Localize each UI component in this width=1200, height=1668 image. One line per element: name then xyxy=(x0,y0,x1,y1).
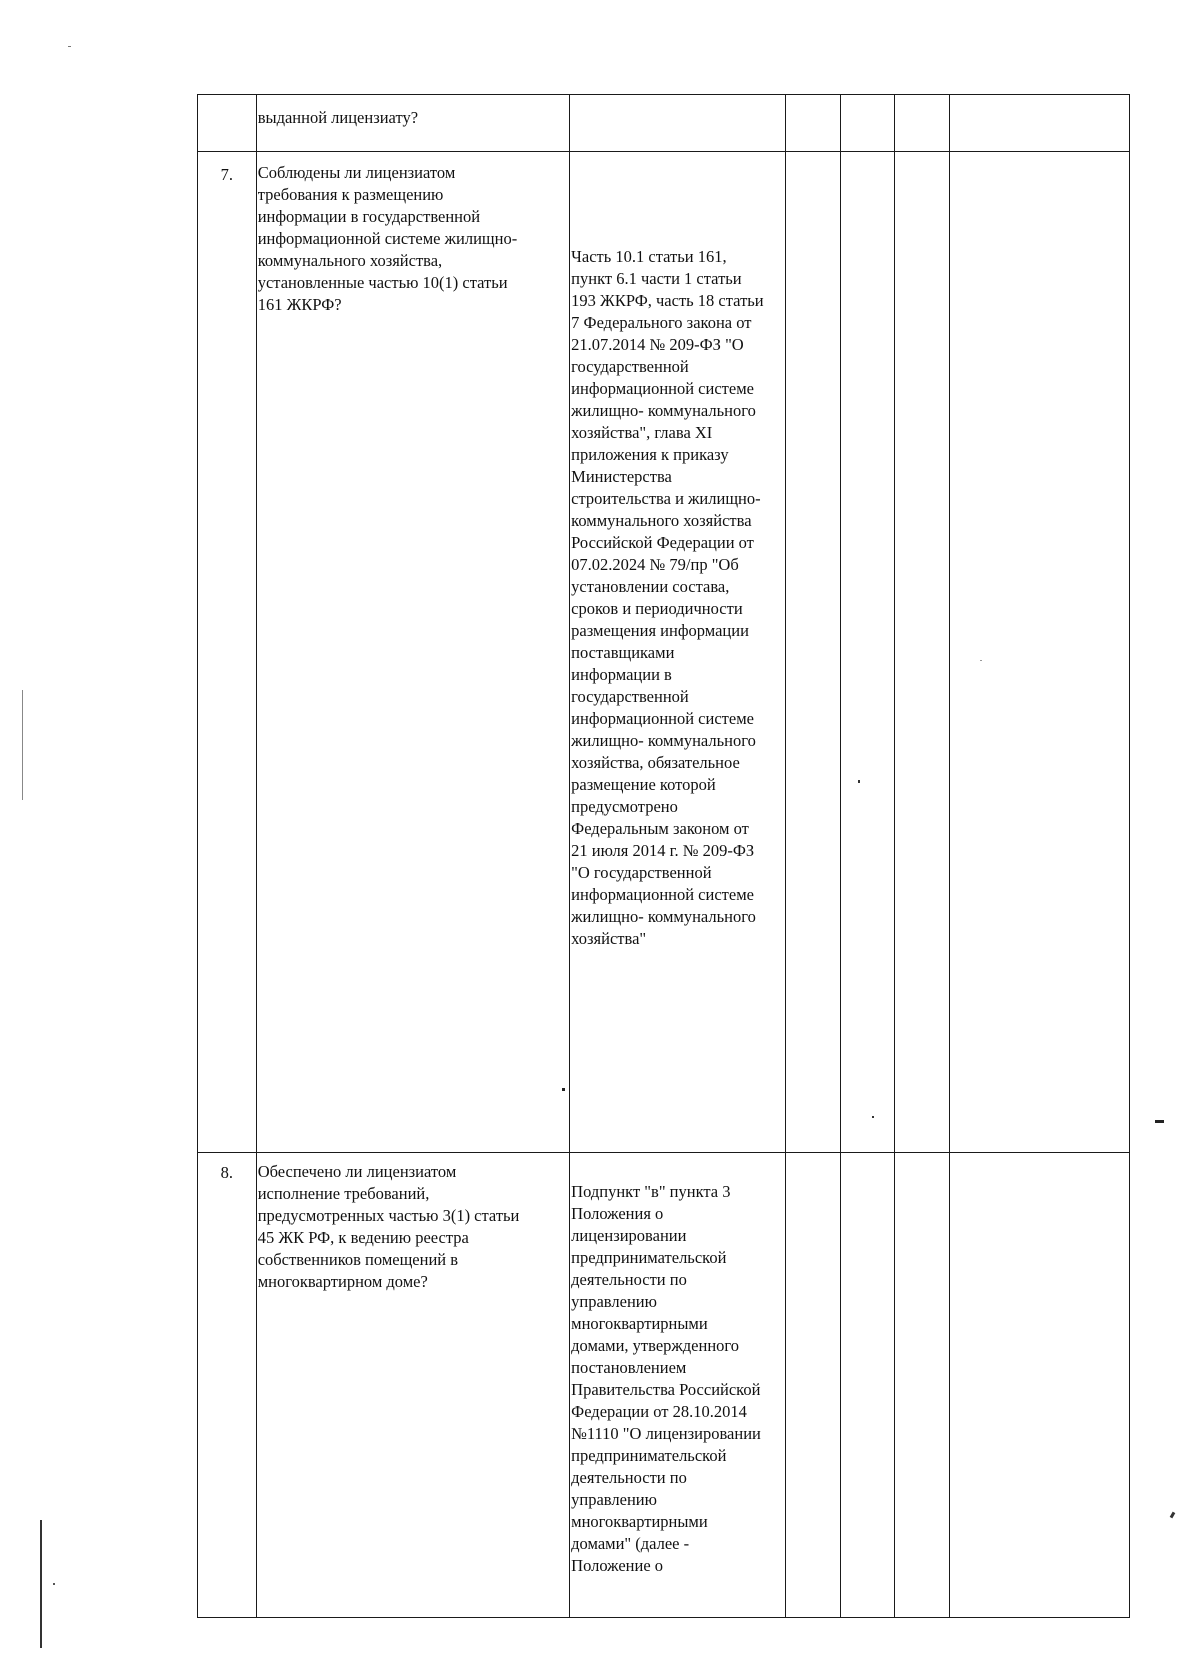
scan-artifact xyxy=(22,690,23,800)
answer-yes-cell xyxy=(786,95,841,152)
question-text: выданной лицензиату? xyxy=(257,108,419,127)
scan-artifact xyxy=(980,660,982,661)
answer-yes-cell xyxy=(786,1153,841,1618)
scan-artifact xyxy=(1170,1512,1176,1519)
reference-text: Часть 10.1 статьи 161, пункт 6.1 части 1 статьи 193 ЖКРФ, часть 18 статьи 7 Федерального закона от 21.07.2014 № 209-ФЗ "О государственной информационной системе жилищно- коммунального хозяйства", глава XI приложения к приказу Министерства строительства и жилищно- коммунального хозяйства Российской Федерации от 07.02.2024 № 79/пр "Об установлении состава, сроков и периодичности размещения информации поставщиками информации в государственной информационной системе жилищно- коммунального хозяйства, обязательное размещение которой предусмотрено Федеральным законом от 21 июля 2014 г. № 209-ФЗ "О государственной информационной системе жилищно- коммунального хозяйства" xyxy=(571,247,764,948)
question-text: Соблюдены ли лицензиатом требования к размещению информации в государственной информационной системе жилищно- коммунального хозяйства, установленные частью 10(1) статьи 161 ЖКРФ? xyxy=(257,163,518,314)
question-text: Обеспечено ли лицензиатом исполнение требований, предусмотренных частью 3(1) статьи 45 ЖК РФ, к ведению реестра собственников помещений в многоквартирном доме? xyxy=(257,1162,520,1291)
scan-artifact xyxy=(562,1088,565,1091)
notes-cell xyxy=(949,95,1129,152)
scan-artifact xyxy=(68,46,71,47)
row-number: 7. xyxy=(198,152,257,1153)
question-cell xyxy=(256,1153,569,1618)
answer-yes-cell xyxy=(786,152,841,1153)
question-cell xyxy=(256,95,569,152)
answer-na-cell xyxy=(895,95,950,152)
answer-na-cell xyxy=(895,1153,950,1618)
answer-na-cell xyxy=(895,152,950,1153)
scan-artifact xyxy=(858,780,860,783)
answer-no-cell xyxy=(840,95,895,152)
reference-cell xyxy=(570,95,786,152)
table-row xyxy=(198,152,1130,1153)
table-row xyxy=(198,1153,1130,1618)
table-row xyxy=(198,95,1130,152)
scan-artifact xyxy=(40,1520,42,1648)
reference-text: Подпункт "в" пункта 3 Положения о лицензировании предпринимательской деятельности по управлению многоквартирными домами, утвержденного постановлением Правительства Российской Федерации от 28.10.2014 №1110 "О лицензировании предпринимательской деятельности по управлению многоквартирными домами" (далее - Положение о xyxy=(571,1182,761,1575)
scan-artifact xyxy=(53,1583,55,1585)
scan-artifact xyxy=(1155,1120,1164,1123)
notes-cell xyxy=(949,1153,1129,1618)
answer-no-cell xyxy=(840,152,895,1153)
row-number xyxy=(198,95,257,152)
answer-no-cell xyxy=(840,1153,895,1618)
question-cell xyxy=(256,152,569,1153)
reference-cell xyxy=(570,152,786,1153)
reference-cell xyxy=(570,1153,786,1618)
checklist-table xyxy=(197,94,1130,1618)
notes-cell xyxy=(949,152,1129,1153)
scan-artifact xyxy=(872,1116,874,1118)
row-number: 8. xyxy=(198,1153,257,1618)
